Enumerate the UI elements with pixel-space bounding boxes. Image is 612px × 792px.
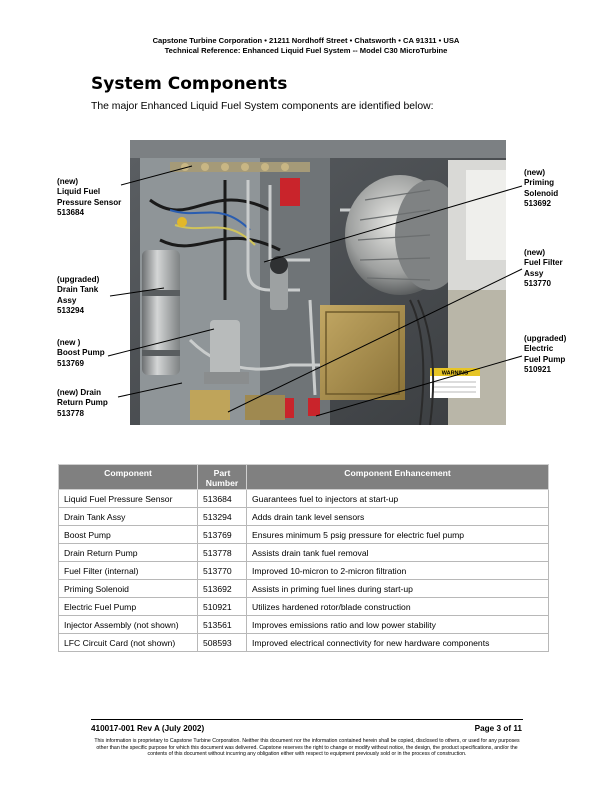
footer-doc-id <box>91 724 204 733</box>
section-title: System Components <box>91 74 288 94</box>
components-table <box>58 464 549 652</box>
footer-rule <box>91 719 523 720</box>
cell-part-number: 513684 <box>198 490 247 508</box>
cell-enhancement: Improved electrical connectivity for new hardware components <box>247 634 549 652</box>
table-row <box>59 562 549 580</box>
leader-line <box>110 288 164 296</box>
table-row <box>59 544 549 562</box>
cell-component: LFC Circuit Card (not shown) <box>59 634 198 652</box>
cell-enhancement: Assists drain tank fuel removal <box>247 544 549 562</box>
cell-component: Liquid Fuel Pressure Sensor <box>59 490 198 508</box>
leader-line <box>264 186 522 262</box>
leader-line <box>316 356 522 416</box>
table-row <box>59 490 549 508</box>
cell-part-number: 510921 <box>198 598 247 616</box>
cell-enhancement: Improved 10-micron to 2-micron filtration <box>247 562 549 580</box>
col-header-enhancement: Component Enhancement <box>247 465 549 490</box>
cell-enhancement: Ensures minimum 5 psig pressure for electric fuel pump <box>247 526 549 544</box>
table-body <box>59 490 549 652</box>
footer-legal-notice: This information is proprietary to Capstone Turbine Corporation. Neither this document nor the information contained herein shall be copied, disclosed to others, or used for any purposes other than the specific purpose for which this document was delivered. Capstone reserves the right to change or modify without notice, the design, the product specifications, and/or the contents of this document without incurring any obligation either with respect to equipment previously sold or in the process of construction. <box>94 738 520 758</box>
section-intro: The major Enhanced Liquid Fuel System components are identified below: <box>91 101 434 112</box>
cell-part-number: 513778 <box>198 544 247 562</box>
cell-part-number: 513770 <box>198 562 247 580</box>
callout-drain-return-pump: (new) Drain Return Pump 513778 <box>57 388 108 418</box>
cell-component: Injector Assembly (not shown) <box>59 616 198 634</box>
warning-label-text: WARNING <box>441 370 469 377</box>
cell-part-number: 513294 <box>198 508 247 526</box>
cell-part-number: 508593 <box>198 634 247 652</box>
cell-enhancement: Adds drain tank level sensors <box>247 508 549 526</box>
cell-component: Drain Tank Assy <box>59 508 198 526</box>
doc-number: 410017-001 <box>91 724 135 733</box>
leader-line <box>118 383 182 397</box>
table-row <box>59 508 549 526</box>
callout-boost-pump: (new ) Boost Pump 513769 <box>57 338 105 368</box>
cell-component: Priming Solenoid <box>59 580 198 598</box>
cell-enhancement: Utilizes hardened rotor/blade construction <box>247 598 549 616</box>
col-header-component: Component <box>59 465 198 490</box>
cell-part-number: 513769 <box>198 526 247 544</box>
doc-revision: Rev A (July 2002) <box>137 724 205 733</box>
col-header-part-number: Part Number <box>198 465 247 490</box>
header-doc-title: Technical Reference: Enhanced Liquid Fuel System -- Model C30 MicroTurbine <box>164 46 448 55</box>
table-row <box>59 598 549 616</box>
callout-fuel-filter-assy: (new) Fuel Filter Assy 513770 <box>524 248 563 289</box>
table-row <box>59 616 549 634</box>
leader-line <box>121 166 192 185</box>
cell-part-number: 513692 <box>198 580 247 598</box>
cell-component: Boost Pump <box>59 526 198 544</box>
callout-priming-solenoid: (new) Priming Solenoid 513692 <box>524 168 559 209</box>
table-row <box>59 580 549 598</box>
cell-enhancement: Guarantees fuel to injectors at start-up <box>247 490 549 508</box>
header-address: Capstone Turbine Corporation • 21211 Nordhoff Street • Chatsworth • CA 91311 • USA <box>152 36 460 45</box>
cell-component: Electric Fuel Pump <box>59 598 198 616</box>
cell-enhancement: Assists in priming fuel lines during start-up <box>247 580 549 598</box>
callout-drain-tank-assy: (upgraded) Drain Tank Assy 513294 <box>57 275 100 316</box>
cell-component: Fuel Filter (internal) <box>59 562 198 580</box>
cell-enhancement: Improves emissions ratio and low power stability <box>247 616 549 634</box>
cell-component: Drain Return Pump <box>59 544 198 562</box>
leader-line <box>108 329 214 356</box>
leader-line <box>228 269 522 412</box>
footer-page-number: Page 3 of 11 <box>474 724 522 733</box>
cell-part-number: 513561 <box>198 616 247 634</box>
callout-liquid-fuel-pressure-sensor: (new) Liquid Fuel Pressure Sensor 513684 <box>57 177 122 218</box>
table-row <box>59 526 549 544</box>
callout-electric-fuel-pump: (upgraded) Electric Fuel Pump 510921 <box>524 334 567 375</box>
table-row <box>59 634 549 652</box>
table-header-row <box>59 465 549 490</box>
